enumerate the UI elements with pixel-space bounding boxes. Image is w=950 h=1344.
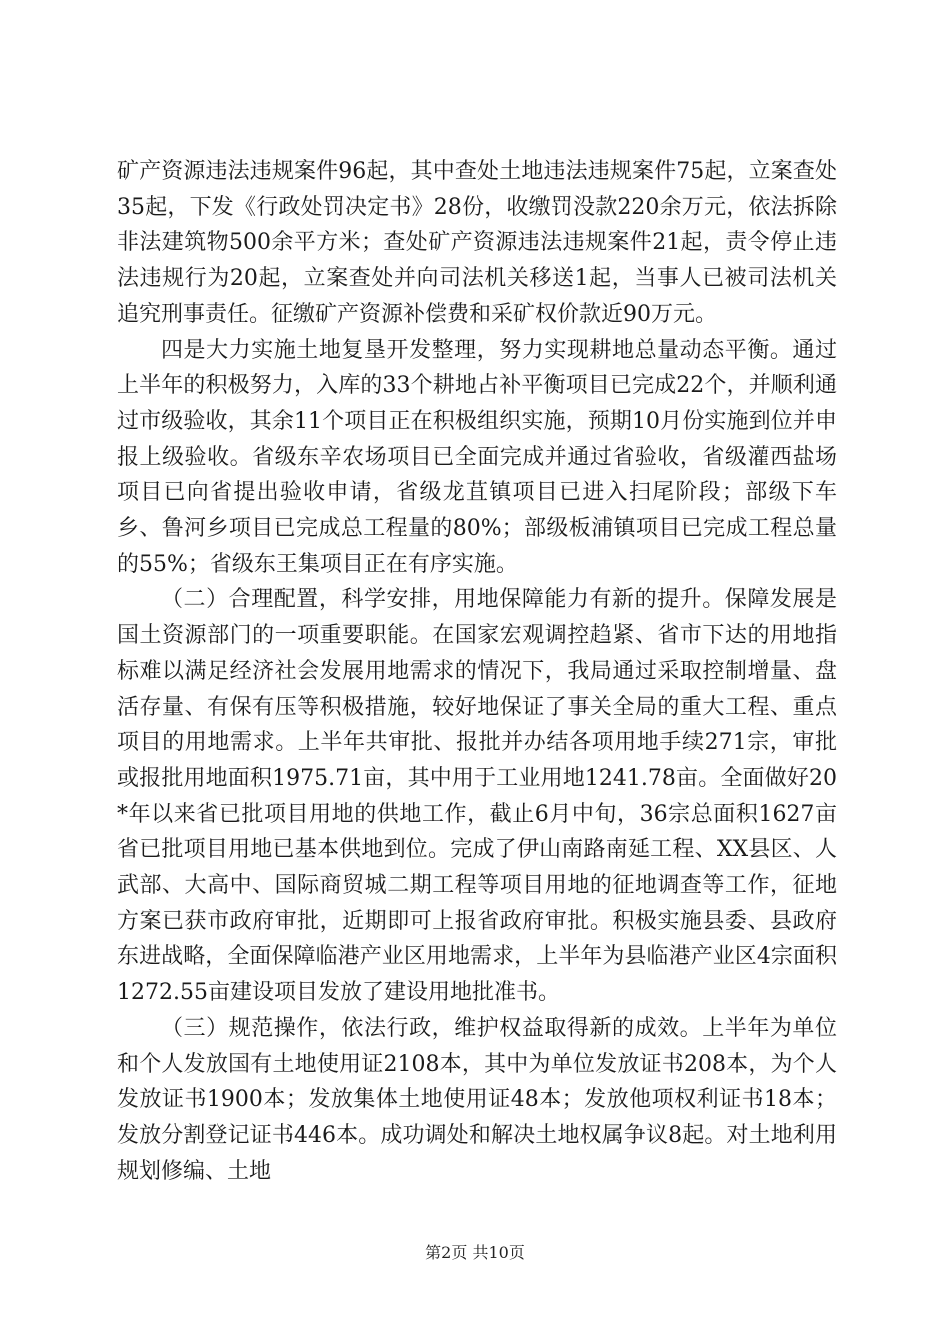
paragraph-continuation: 矿产资源违法违规案件96起，其中查处土地违法违规案件75起，立案查处35起，下发《行政处罚决定书》28份，收缴罚没款220余万元，依法拆除非法建筑物500余平方米；查处矿产资源违法违规案件21起，责令停止违法违规行为20起，立案查处并向司法机关移送1起，当事人已被司法机关追究刑事责任。征缴矿产资源补偿费和采矿权价款近90万元。 xyxy=(117,159,837,327)
paragraph-standardized-operation: （三）规范操作，依法行政，维护权益取得新的成效。上半年为单位和个人发放国有土地使用证2108本，其中为单位发放证书208本，为个人发放证书1900本；发放集体土地使用证48本；发放他项权利证书18本；发放分割登记证书446本。成功调处和解决土地权属争议8起。对土地利用规划修编、土地 xyxy=(117,1015,837,1184)
page-footer xyxy=(0,1242,950,1264)
page-number: 第2页 xyxy=(425,1243,468,1262)
document-body xyxy=(117,154,837,1189)
paragraph-land-use-guarantee: （二）合理配置，科学安排，用地保障能力有新的提升。保障发展是国土资源部门的一项重要职能。在国家宏观调控趋紧、省市下达的用地指标难以满足经济社会发展用地需求的情况下，我局通过采取控制增量、盘活存量、有保有压等积极措施，较好地保证了事关全局的重大工程、重点项目的用地需求。上半年共审批、报批并办结各项用地手续271宗，审批或报批用地面积1975.71亩，其中用于工业用地1241.78亩。全面做好20*年以来省已批项目用地的供地工作，截止6月中旬，36宗总面积1627亩省已批项目用地已基本供地到位。完成了伊山南路南延工程、XX县区、人武部、大高中、国际商贸城二期工程等项目用地的征地调查等工作，征地方案已获市政府审批，近期即可上报省政府审批。积极实施县委、县政府东进战略，全面保障临港产业区用地需求，上半年为县临港产业区4宗面积1272.55亩建设项目发放了建设用地批准书。 xyxy=(117,587,837,1006)
paragraph-land-reclamation: 四是大力实施土地复垦开发整理，努力实现耕地总量动态平衡。通过上半年的积极努力，入库的33个耕地占补平衡项目已完成22个，并顺利通过市级验收，其余11个项目正在积极组织实施，预期10月份实施到位并申报上级验收。省级东辛农场项目已全面完成并通过省验收，省级灌西盐场项目已向省提出验收申请，省级龙苴镇项目已进入扫尾阶段；部级下车乡、鲁河乡项目已完成总工程量的80%；部级板浦镇项目已完成工程总量的55%；省级东王集项目正在有序实施。 xyxy=(117,337,837,577)
page-total: 共10页 xyxy=(472,1243,525,1262)
